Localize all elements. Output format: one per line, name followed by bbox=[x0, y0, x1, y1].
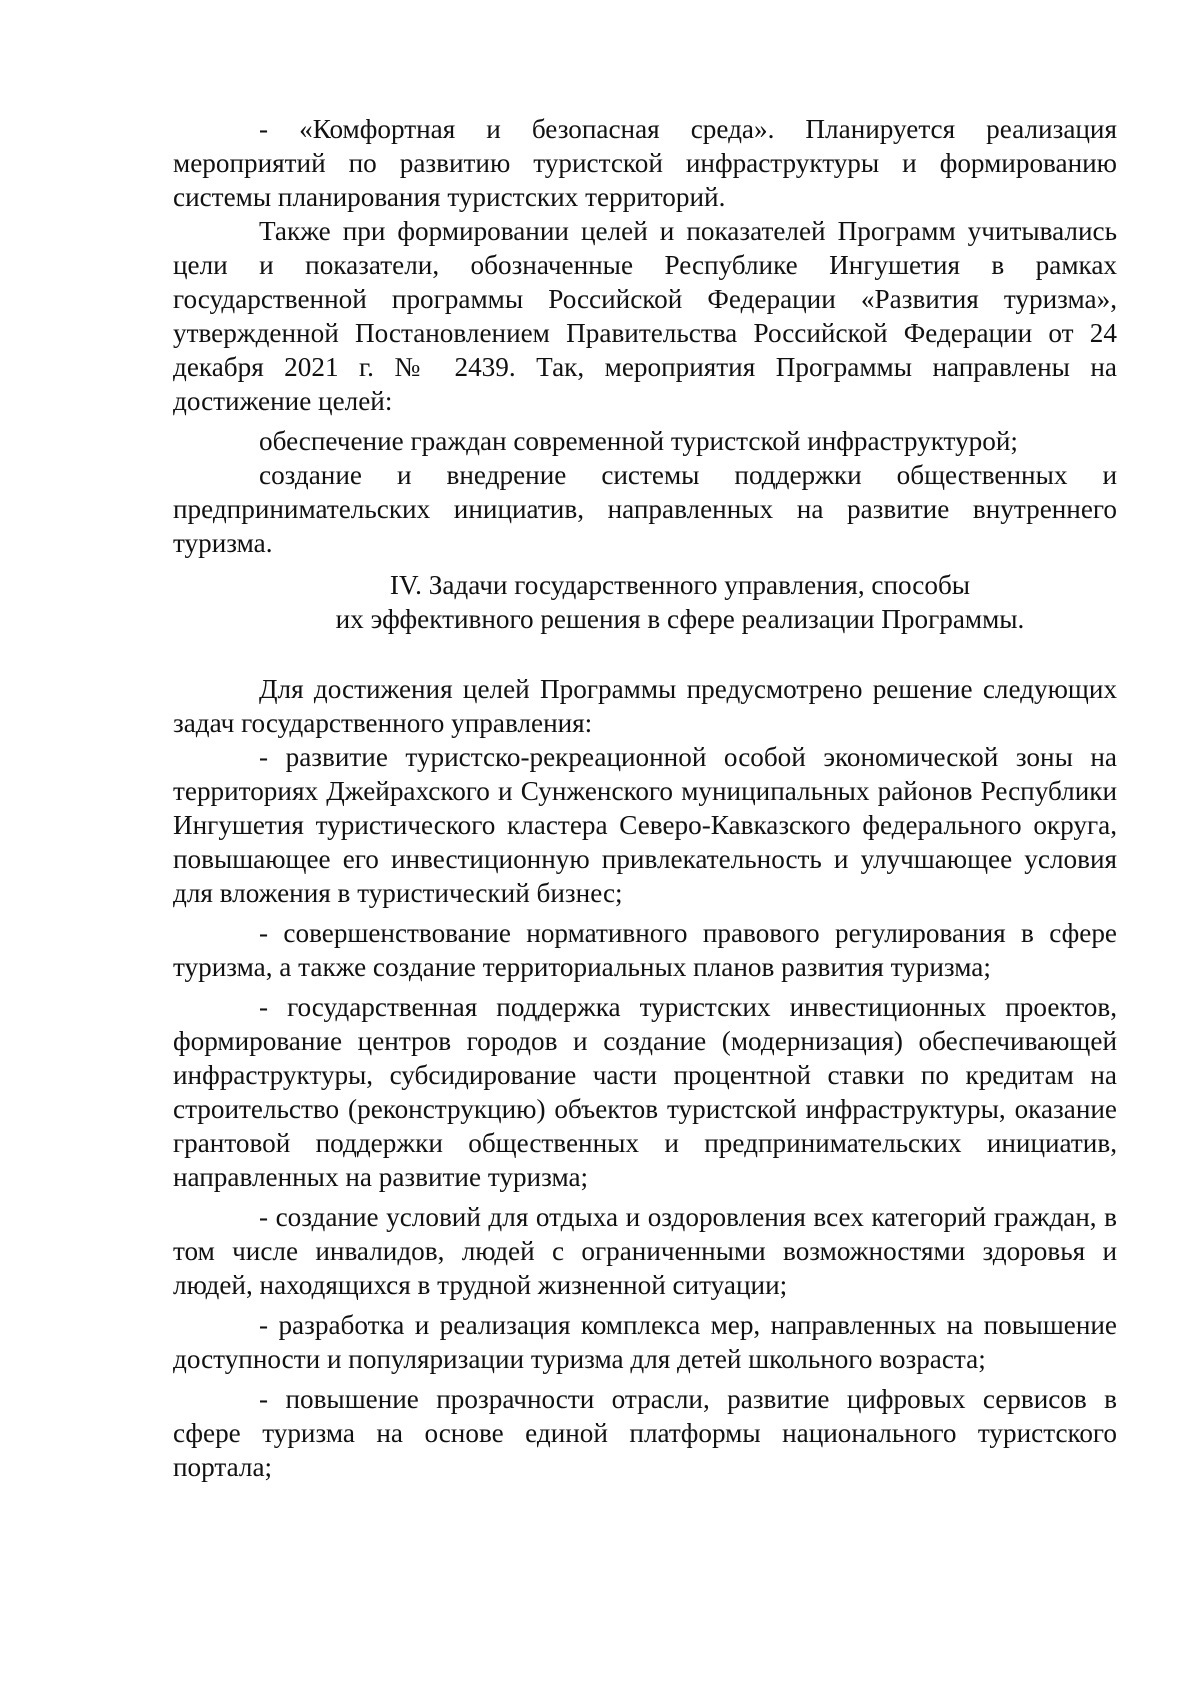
paragraph-task-digital-services: - повышение прозрачности отрасли, развитие цифровых сервисов в сфере туризма на основе единой платформы национального туристского портала; bbox=[173, 1384, 1117, 1482]
paragraph-program-goals: Также при формировании целей и показателей Программ учитывались цели и показатели, обозначенные Республике Ингушетия в рамках государственной программы Российской Федерации «Развития туризма», утвержденной Постановлением Правительства Российской Федерации от 24 декабря 2021 г. № 2439. Так, мероприятия Программы направлены на достижение целей: bbox=[173, 216, 1117, 416]
paragraph-task-children-tourism: - разработка и реализация комплекса мер, направленных на повышение доступности и популяризации туризма для детей школьного возраста; bbox=[173, 1310, 1117, 1374]
document-page bbox=[173, 112, 1117, 1490]
paragraph-goal-infrastructure: обеспечение граждан современной туристской инфраструктурой; bbox=[259, 426, 1018, 456]
section-heading-line-1: IV. Задачи государственного управления, способы bbox=[389, 570, 971, 600]
paragraph-tasks-intro: Для достижения целей Программы предусмотрено решение следующих задач государственного управления: bbox=[173, 674, 1117, 738]
paragraph-task-special-zone: - развитие туристско-рекреационной особой экономической зоны на территориях Джейрахского и Сунженского муниципальных районов Республики Ингушетия туристического кластера Северо-Кавказского федерального округа, повышающее его инвестиционную привлекательность и улучшающее условия для вложения в туристический бизнес; bbox=[173, 742, 1117, 908]
paragraph-task-investment-support: - государственная поддержка туристских инвестиционных проектов, формирование центров городов и создание (модернизация) обеспечивающей инфраструктуры, субсидирование части процентной ставки по кредитам на строительство (реконструкцию) объектов туристской инфраструктуры, оказание грантовой поддержки общественных и предпринимательских инициатив, направленных на развитие туризма; bbox=[173, 992, 1117, 1192]
paragraph-task-regulation: - совершенствование нормативного правового регулирования в сфере туризма, а также создание территориальных планов развития туризма; bbox=[173, 918, 1117, 982]
paragraph-goal-initiatives: создание и внедрение системы поддержки общественных и предпринимательских инициатив, направленных на развитие внутреннего туризма. bbox=[173, 460, 1117, 558]
paragraph-comfortable-environment: - «Комфортная и безопасная среда». Планируется реализация мероприятий по развитию туристской инфраструктуры и формированию системы планирования туристских территорий. bbox=[173, 114, 1117, 212]
section-heading-line-2: их эффективного решения в сфере реализации Программы. bbox=[335, 604, 1025, 634]
paragraph-task-recreation: - создание условий для отдыха и оздоровления всех категорий граждан, в том числе инвалидов, людей с ограниченными возможностями здоровья и людей, находящихся в трудной жизненной ситуации; bbox=[173, 1202, 1117, 1300]
section-heading bbox=[243, 568, 1117, 636]
